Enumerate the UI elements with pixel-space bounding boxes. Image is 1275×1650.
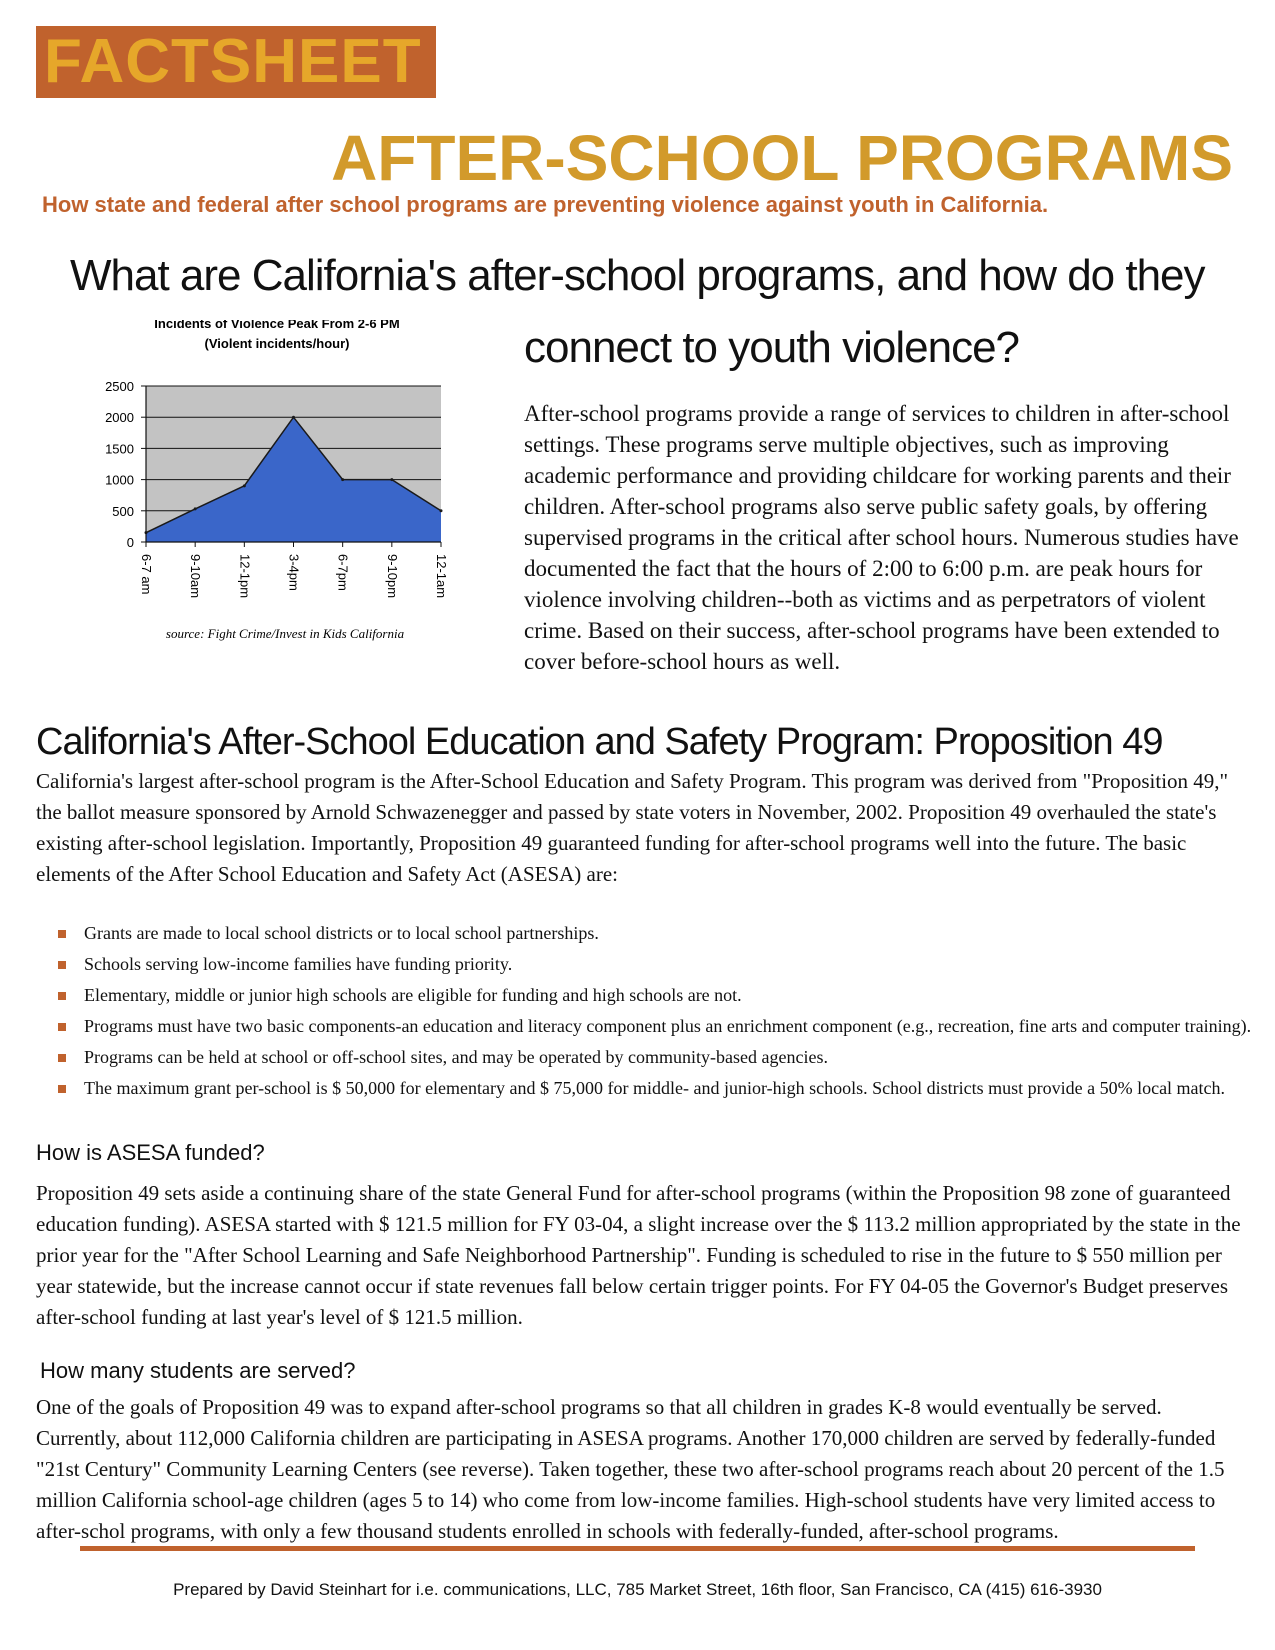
violence-chart bbox=[60, 320, 490, 680]
intro-paragraph: After-school programs provide a range of services to children in after-school settings. These programs serve multiple objectives, such as improving academic performance and providing childcare for working parents and their children. After-school programs also serve public safety goals, by offering supervised programs in the critical after school hours. Numerous studies have documented the fact that the hours of 2:00 to 6:00 p.m. are peak hours for violence involving children--both as victims and as perpetrators of violent crime. Based on their success, after-school programs have been extended to cover before-school hours as well. bbox=[524, 401, 1239, 674]
list-item bbox=[58, 980, 1258, 1011]
x-tick-label: 12-1pm bbox=[237, 554, 253, 599]
funded-paragraph: Proposition 49 sets aside a continuing share of the state General Fund for after-school programs (within the Proposition 98 zone of guaranteed education funding). ASESA started with $ 121.5 million for FY 03-04, a slight increase over the $ 113.2 million appropriated by the state in the prior year for the "After School Learning and Safe Neighborhood Partnership". Funding is scheduled to rise in the future to $ 550 million per year statewide, but the increase cannot occur if state revenues fall below certain trigger points. For FY 04-05 the Governor's Budget preserves after-school funding at last year's level of $ 121.5 million. bbox=[36, 1181, 1241, 1329]
data-point bbox=[341, 478, 344, 481]
bullet-square-icon bbox=[58, 1085, 66, 1093]
served-paragraph: One of the goals of Proposition 49 was to expand after-school programs so that all children in grades K-8 would eventually be served. Currently, about 112,000 California children are participating in ASESA programs. Another 170,000 children are served by federally-funded "21st Century" Community Learning Centers (see reverse). Taken together, these two after-school programs reach about 20 percent of the 1.5 million California school-age children (ages 5 to 14) who come from low-income families. High-school students have very limited access to after-schol programs, with only a few thousand students enrolled in schools with federally-funded, after-school programs. bbox=[36, 1395, 1225, 1543]
y-tick-label: 2000 bbox=[105, 410, 134, 426]
list-item bbox=[58, 949, 1258, 980]
bullet-square-icon bbox=[58, 930, 66, 938]
x-tick-label: 9-10pm bbox=[384, 554, 400, 599]
list-item bbox=[58, 1042, 1258, 1073]
section-heading-line1: What are California's after-school programs, and how do they bbox=[70, 251, 1205, 300]
chart-source: source: Fight Crime/Invest in Kids California bbox=[165, 626, 405, 641]
data-point bbox=[194, 507, 197, 510]
y-tick-label: 2500 bbox=[105, 379, 134, 394]
proposition-49-paragraph: California's largest after-school program is the After-School Education and Safety Program. This program was derived from "Proposition 49," the ballot measure sponsored by Arnold Schwazenegger and passed by state voters in November, 2002. Proposition 49 overhauled the state's existing after-school legislation. Importantly, Proposition 49 guaranteed funding for after-school programs well into the future. The basic elements of the After School Education and Safety Act (ASESA) are: bbox=[36, 769, 1229, 886]
data-point bbox=[440, 509, 443, 512]
list-item-text: The maximum grant per-school is $ 50,000 for elementary and $ 75,000 for middle- and junior-high schools. School districts must provide a 50% local match. bbox=[84, 1078, 1226, 1098]
section-heading-line2: connect to youth violence? bbox=[524, 323, 1020, 372]
bullet-square-icon bbox=[58, 961, 66, 969]
footer-divider bbox=[80, 1546, 1195, 1551]
list-item-text: Programs can be held at school or off-school sites, and may be operated by community-based agencies. bbox=[84, 1047, 828, 1067]
x-tick-labels bbox=[139, 554, 449, 598]
x-tick-label: 6-7pm bbox=[335, 554, 351, 591]
page-title: AFTER-SCHOOL PROGRAMS bbox=[331, 122, 1233, 194]
x-tick-label: 12-1am bbox=[434, 554, 449, 599]
asesa-elements-list bbox=[58, 918, 1258, 1104]
y-tick-labels bbox=[105, 379, 134, 550]
data-point bbox=[390, 478, 393, 481]
funded-heading: How is ASESA funded? bbox=[36, 1140, 265, 1165]
x-tick-label: 9-10am bbox=[188, 554, 204, 599]
list-item-text: Grants are made to local school districts or to local school partnerships. bbox=[84, 923, 599, 943]
footer-credit: Prepared by David Steinhart for i.e. communications, LLC, 785 Market Street, 16th floor, San Francisco, CA (415) 616-3930 bbox=[173, 1580, 1102, 1599]
list-item bbox=[58, 918, 1258, 949]
list-item-text: Programs must have two basic components-an education and literacy component plus an enrichment component (e.g., recreation, fine arts and computer training). bbox=[84, 1016, 1252, 1036]
page-subtitle: How state and federal after school programs are preventing violence against youth in California. bbox=[42, 192, 1049, 217]
x-tick-label: 6-7 am bbox=[139, 554, 154, 595]
data-point bbox=[243, 484, 246, 487]
y-tick-label: 0 bbox=[126, 535, 134, 550]
proposition-49-heading: California's After-School Education and Safety Program: Proposition 49 bbox=[36, 721, 1163, 763]
bullet-square-icon bbox=[58, 1054, 66, 1062]
y-tick-label: 1500 bbox=[105, 441, 134, 457]
served-heading: How many students are served? bbox=[40, 1358, 356, 1383]
y-tick-label: 500 bbox=[112, 503, 134, 519]
data-point bbox=[292, 416, 295, 419]
factsheet-banner: FACTSHEET bbox=[36, 26, 436, 98]
chart-svg bbox=[60, 320, 490, 680]
chart-title: Incidents of Violence Peak From 2-6 PM bbox=[154, 320, 400, 331]
list-item-text: Elementary, middle or junior high schools are eligible for funding and high schools are not. bbox=[84, 985, 742, 1005]
chart-subtitle: (Violent incidents/hour) bbox=[204, 336, 350, 351]
list-item bbox=[58, 1073, 1258, 1104]
x-tick-label: 3-4pm bbox=[286, 554, 302, 591]
list-item bbox=[58, 1011, 1258, 1042]
list-item-text: Schools serving low-income families have funding priority. bbox=[84, 954, 513, 974]
bullet-square-icon bbox=[58, 1023, 66, 1031]
bullet-square-icon bbox=[58, 992, 66, 1000]
y-tick-label: 1000 bbox=[105, 472, 134, 488]
